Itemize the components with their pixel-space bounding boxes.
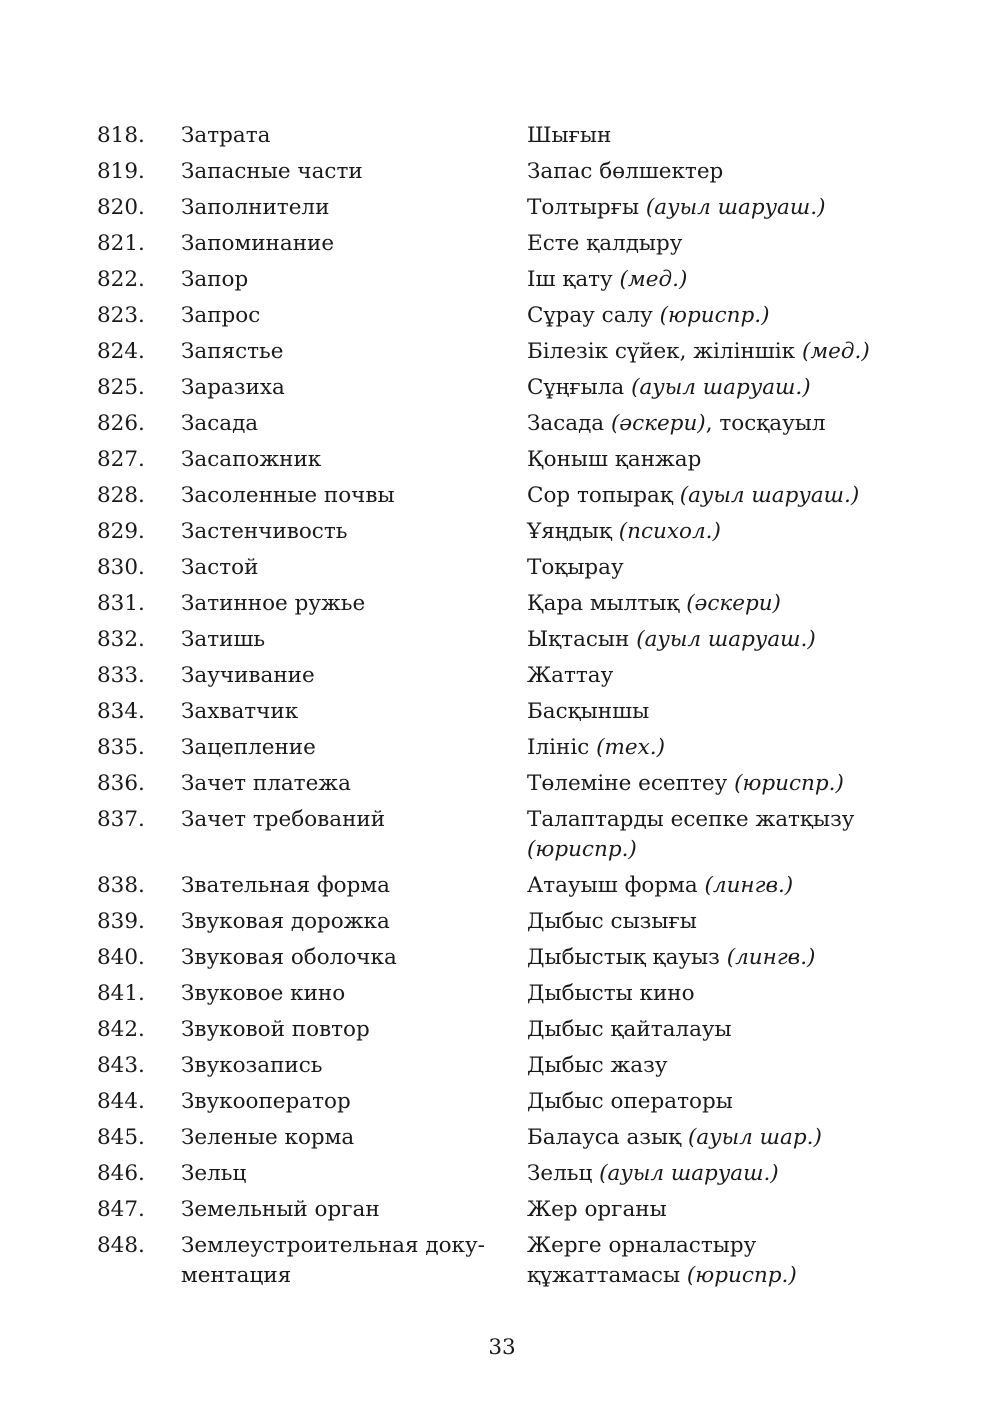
kazakh-term-line: [527, 1123, 897, 1153]
field-note: (лингв.): [704, 873, 794, 898]
russian-term-line: Звательная форма: [181, 873, 390, 898]
term-text: Толтырғы: [527, 195, 646, 220]
russian-term-line: Запрос: [181, 303, 261, 328]
kazakh-term-line: [527, 121, 897, 151]
page-number: 33: [488, 1335, 516, 1360]
russian-term: [181, 589, 527, 619]
glossary-entry: [97, 625, 897, 661]
kazakh-term-line: [527, 1261, 897, 1291]
field-note: (мед.): [801, 339, 870, 364]
kazakh-term-line: [527, 1051, 897, 1081]
russian-term-line: Заучивание: [181, 663, 315, 688]
kazakh-term: [527, 805, 897, 865]
entry-number: 845.: [97, 1125, 145, 1150]
kazakh-term-line: [527, 481, 897, 511]
term-text: Ұяңдық: [527, 519, 619, 544]
field-note: (ауыл шаруаш.): [679, 483, 860, 508]
glossary-entry: [97, 1087, 897, 1123]
entry-number: 818.: [97, 123, 145, 148]
russian-term: [181, 481, 527, 511]
kazakh-term-line: [527, 697, 897, 727]
glossary-entry: [97, 1051, 897, 1087]
term-text: Төлеміне есептеу: [527, 771, 735, 796]
kazakh-term-line: [527, 517, 897, 547]
entry-number: 847.: [97, 1197, 145, 1222]
kazakh-term: [527, 121, 897, 151]
russian-term: [181, 409, 527, 439]
kazakh-term-line: [527, 301, 897, 331]
field-note: (ауыл шаруаш.): [631, 375, 811, 400]
kazakh-term: [527, 1231, 897, 1291]
entry-number: 823.: [97, 303, 145, 328]
kazakh-term-line: [527, 157, 897, 187]
kazakh-term: [527, 661, 897, 691]
russian-term-line: Застенчивость: [181, 519, 348, 544]
russian-term: [181, 979, 527, 1009]
entry-number: 832.: [97, 627, 145, 652]
russian-term: [181, 733, 527, 763]
kazakh-term: [527, 697, 897, 727]
russian-term-line: Запоминание: [181, 231, 335, 256]
kazakh-term: [527, 373, 897, 403]
russian-term: [181, 943, 527, 973]
field-note: (юриспр.): [680, 1263, 797, 1288]
kazakh-term: [527, 625, 897, 655]
glossary-entry: [97, 589, 897, 625]
entry-number: 830.: [97, 555, 145, 580]
russian-term: [181, 1051, 527, 1081]
kazakh-term-line: [527, 943, 897, 973]
glossary-entry: [97, 769, 897, 805]
russian-term-line: Запасные части: [181, 159, 363, 184]
russian-term: [181, 1087, 527, 1117]
russian-term-line: Звуковое кино: [181, 981, 346, 1006]
kazakh-term-line: [527, 193, 897, 223]
kazakh-term-line: [527, 979, 897, 1009]
glossary-entry: [97, 907, 897, 943]
kazakh-term: [527, 445, 897, 475]
glossary-entry: [97, 1123, 897, 1159]
field-note: (психол.): [618, 519, 721, 544]
russian-term: [181, 1195, 527, 1225]
russian-term: [181, 445, 527, 475]
glossary-entry: [97, 301, 897, 337]
term-text: Тоқырау: [527, 555, 624, 580]
glossary-entry: [97, 121, 897, 157]
kazakh-term-line: [527, 769, 897, 799]
russian-term-line: Засапожник: [181, 447, 322, 472]
russian-term: [181, 1231, 527, 1291]
kazakh-term: [527, 1195, 897, 1225]
russian-term: [181, 1015, 527, 1045]
field-note: (ауыл шаруаш.): [645, 195, 826, 220]
kazakh-term-line: [527, 661, 897, 691]
kazakh-term: [527, 871, 897, 901]
entry-number: 819.: [97, 159, 145, 184]
glossary-entry: [97, 1231, 897, 1297]
kazakh-term: [527, 301, 897, 331]
kazakh-term: [527, 1159, 897, 1189]
term-text: Іш қату: [527, 267, 620, 292]
glossary-entry: [97, 229, 897, 265]
kazakh-term-line: [527, 805, 897, 835]
russian-term: [181, 697, 527, 727]
kazakh-term-line: [527, 1159, 897, 1189]
russian-term: [181, 625, 527, 655]
glossary-entry: [97, 805, 897, 871]
russian-term-line: Звукооператор: [181, 1089, 351, 1114]
kazakh-term: [527, 769, 897, 799]
term-text: Дыбыс операторы: [527, 1089, 733, 1114]
kazakh-term-line: [527, 553, 897, 583]
glossary-entry: [97, 481, 897, 517]
field-note: (тех.): [596, 735, 665, 760]
kazakh-term-line: [527, 589, 897, 619]
kazakh-term: [527, 733, 897, 763]
glossary-entry: [97, 1015, 897, 1051]
kazakh-term-line: [527, 733, 897, 763]
russian-term-line: Затинное ружье: [181, 591, 366, 616]
kazakh-term-line: [527, 1231, 897, 1261]
entry-number: 821.: [97, 231, 145, 256]
russian-term-line: Звуковой повтор: [181, 1017, 370, 1042]
term-text: Дыбыс сызығы: [527, 909, 697, 934]
russian-term: [181, 1123, 527, 1153]
russian-term: [181, 907, 527, 937]
kazakh-term-line: [527, 1195, 897, 1225]
entry-number: 828.: [97, 483, 145, 508]
entry-number: 843.: [97, 1053, 145, 1078]
glossary-entry: [97, 553, 897, 589]
russian-term: [181, 157, 527, 187]
russian-term-line: Засоленные почвы: [181, 483, 395, 508]
entry-number: 822.: [97, 267, 145, 292]
entry-number: 839.: [97, 909, 145, 934]
russian-term: [181, 661, 527, 691]
field-note: (ауыл шар.): [687, 1125, 822, 1150]
kazakh-term: [527, 157, 897, 187]
glossary-entry: [97, 157, 897, 193]
kazakh-term: [527, 229, 897, 259]
entry-number: 831.: [97, 591, 145, 616]
term-text: Дыбыстық қауыз: [527, 945, 727, 970]
term-text: құжаттамасы: [527, 1263, 681, 1288]
russian-term: [181, 871, 527, 901]
entry-number: 836.: [97, 771, 145, 796]
field-note: (мед.): [619, 267, 688, 292]
russian-term: [181, 121, 527, 151]
term-text: Дыбыс жазу: [527, 1053, 668, 1078]
term-text: , тосқауыл: [705, 411, 826, 436]
glossary-entry: [97, 517, 897, 553]
kazakh-term: [527, 481, 897, 511]
glossary-entry: [97, 265, 897, 301]
russian-term-line: Землеустроительная доку-: [181, 1233, 485, 1258]
kazakh-term: [527, 589, 897, 619]
russian-term-line: Звуковая оболочка: [181, 945, 397, 970]
russian-term-line: Запястье: [181, 339, 284, 364]
term-text: Запас бөлшектер: [527, 159, 724, 184]
russian-term-line: Звуковая дорожка: [181, 909, 390, 934]
term-text: Жер органы: [527, 1197, 667, 1222]
entry-number: 837.: [97, 807, 145, 832]
russian-term: [181, 517, 527, 547]
term-text: Басқыншы: [527, 699, 650, 724]
term-text: Есте қалдыру: [527, 231, 683, 256]
glossary-entry: [97, 445, 897, 481]
russian-term: [181, 373, 527, 403]
field-note: (ауыл шаруаш.): [599, 1161, 779, 1186]
russian-term-line: Земельный орган: [181, 1197, 380, 1222]
russian-term: [181, 337, 527, 367]
term-text: Жаттау: [527, 663, 614, 688]
entry-number: 833.: [97, 663, 145, 688]
kazakh-term-line: [527, 265, 897, 295]
term-text: Зельц: [527, 1161, 600, 1186]
field-note: (юриспр.): [527, 837, 637, 862]
glossary-entry: [97, 733, 897, 769]
kazakh-term-line: [527, 907, 897, 937]
kazakh-term: [527, 943, 897, 973]
term-text: Қара мылтық: [527, 591, 687, 616]
russian-term: [181, 193, 527, 223]
glossary-entry: [97, 409, 897, 445]
kazakh-term-line: [527, 871, 897, 901]
kazakh-term: [527, 409, 897, 439]
entry-number: 827.: [97, 447, 145, 472]
entry-number: 834.: [97, 699, 145, 724]
glossary-entry: [97, 1195, 897, 1231]
russian-term-line: Зачет требований: [181, 807, 386, 832]
term-text: Балауса азық: [527, 1125, 688, 1150]
russian-term: [181, 265, 527, 295]
russian-term-line: Захватчик: [181, 699, 299, 724]
entry-number: 844.: [97, 1089, 145, 1114]
russian-term-line: Запор: [181, 267, 249, 292]
glossary-entry: [97, 871, 897, 907]
kazakh-term: [527, 337, 897, 367]
russian-term: [181, 553, 527, 583]
kazakh-term: [527, 907, 897, 937]
term-text: Засада: [527, 411, 611, 436]
entry-number: 848.: [97, 1233, 145, 1258]
glossary-entry: [97, 373, 897, 409]
entry-number: 829.: [97, 519, 145, 544]
field-note: (юриспр.): [734, 771, 844, 796]
russian-term-line: Зеленые корма: [181, 1125, 355, 1150]
kazakh-term-line: [527, 835, 897, 865]
term-text: Сор топырақ: [527, 483, 680, 508]
russian-term-line: Заполнители: [181, 195, 330, 220]
russian-term-line: Звукозапись: [181, 1053, 323, 1078]
russian-term-line: Затрата: [181, 123, 271, 148]
entry-number: 826.: [97, 411, 145, 436]
kazakh-term: [527, 979, 897, 1009]
kazakh-term-line: [527, 1087, 897, 1117]
field-note: (ауыл шаруаш.): [636, 627, 816, 652]
russian-term: [181, 805, 527, 835]
term-text: Жерге орналастыру: [527, 1233, 757, 1258]
kazakh-term: [527, 553, 897, 583]
kazakh-term: [527, 265, 897, 295]
entry-number: 840.: [97, 945, 145, 970]
term-text: Сұрау салу: [527, 303, 660, 328]
term-text: Шығын: [527, 123, 612, 148]
glossary-entry: [97, 337, 897, 373]
glossary-entry: [97, 661, 897, 697]
kazakh-term: [527, 1123, 897, 1153]
glossary-list: [97, 121, 897, 1297]
field-note: (лингв.): [726, 945, 816, 970]
russian-term-line: Затишь: [181, 627, 266, 652]
entry-number: 820.: [97, 195, 145, 220]
kazakh-term-line: [527, 229, 897, 259]
term-text: Талаптарды есепке жатқызу: [527, 807, 855, 832]
glossary-entry: [97, 979, 897, 1015]
russian-term-line: Застой: [181, 555, 259, 580]
term-text: Дыбысты кино: [527, 981, 695, 1006]
russian-term-line: Зацепление: [181, 735, 316, 760]
kazakh-term: [527, 517, 897, 547]
kazakh-term-line: [527, 409, 897, 439]
kazakh-term-line: [527, 1015, 897, 1045]
term-text: Атауыш форма: [527, 873, 705, 898]
russian-term-line: Зельц: [181, 1161, 247, 1186]
russian-term: [181, 1159, 527, 1189]
term-text: Білезік сүйек, жіліншік: [527, 339, 802, 364]
entry-number: 842.: [97, 1017, 145, 1042]
term-text: Ықтасын: [527, 627, 637, 652]
russian-term: [181, 769, 527, 799]
russian-term-line: ментация: [181, 1263, 292, 1288]
entry-number: 825.: [97, 375, 145, 400]
entry-number: 824.: [97, 339, 145, 364]
kazakh-term-line: [527, 373, 897, 403]
russian-term-line: Засада: [181, 411, 259, 436]
kazakh-term: [527, 1087, 897, 1117]
field-note: (әскери): [610, 411, 706, 436]
term-text: Дыбыс қайталауы: [527, 1017, 732, 1042]
kazakh-term-line: [527, 625, 897, 655]
term-text: Сұңғыла: [527, 375, 632, 400]
glossary-entry: [97, 697, 897, 733]
kazakh-term: [527, 193, 897, 223]
kazakh-term: [527, 1015, 897, 1045]
entry-number: 841.: [97, 981, 145, 1006]
russian-term: [181, 229, 527, 259]
term-text: Қоныш қанжар: [527, 447, 702, 472]
kazakh-term-line: [527, 445, 897, 475]
entry-number: 838.: [97, 873, 145, 898]
russian-term-line: Заразиха: [181, 375, 285, 400]
entry-number: 846.: [97, 1161, 145, 1186]
entry-number: 835.: [97, 735, 145, 760]
russian-term-line: Зачет платежа: [181, 771, 351, 796]
kazakh-term-line: [527, 337, 897, 367]
field-note: (юриспр.): [659, 303, 770, 328]
glossary-entry: [97, 193, 897, 229]
russian-term: [181, 301, 527, 331]
kazakh-term: [527, 1051, 897, 1081]
glossary-entry: [97, 1159, 897, 1195]
field-note: (әскери): [686, 591, 781, 616]
glossary-entry: [97, 943, 897, 979]
term-text: Ілініс: [527, 735, 597, 760]
